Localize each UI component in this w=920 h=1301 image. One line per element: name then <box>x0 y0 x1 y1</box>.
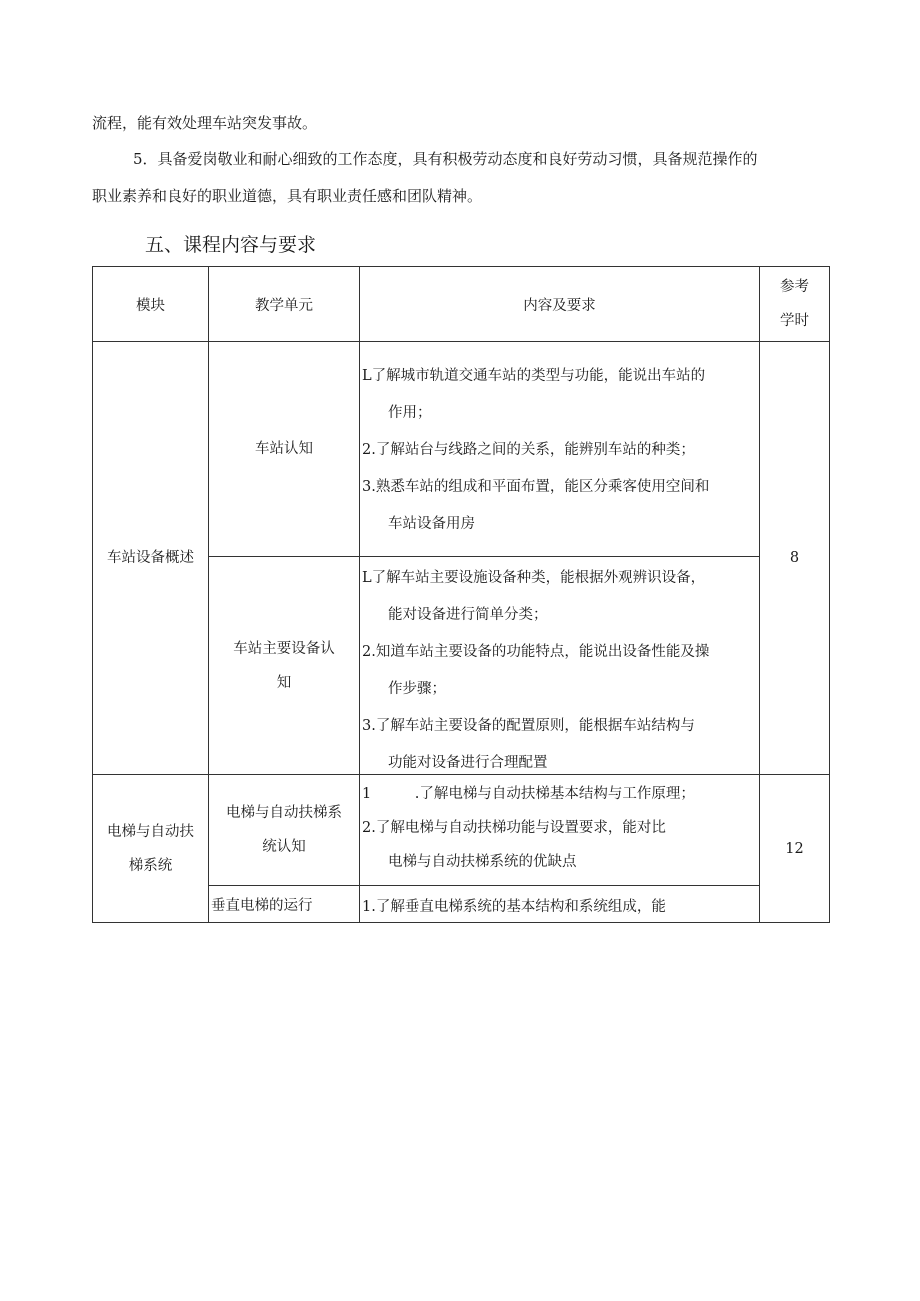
content-cell <box>360 775 760 886</box>
unit-line: 知 <box>276 674 292 691</box>
unit-cell <box>209 557 360 775</box>
paragraph-line-1: 流程，能有效处理车站突发事故。 <box>92 114 318 132</box>
content-cell: 1.了解垂直电梯系统的基本结构和系统组成，能 <box>360 886 760 923</box>
header-hours-line-2: 学时 <box>780 313 809 329</box>
content-line: 1 .了解电梯与自动扶梯基本结构与工作原理； <box>362 786 695 802</box>
unit-line: 电梯与自动扶梯系 <box>226 805 342 821</box>
unit-line: 统认知 <box>262 839 306 855</box>
module-line: 电梯与自动扶 <box>107 823 194 840</box>
content-cell <box>360 557 760 775</box>
content-line: L了解城市轨道交通车站的类型与功能，能说出车站的 <box>362 367 706 384</box>
header-hours <box>760 267 830 342</box>
table-header-row <box>93 267 830 342</box>
header-content: 内容及要求 <box>360 267 760 342</box>
content-line: 能对设备进行简单分类； <box>388 606 548 623</box>
hours-cell: 8 <box>760 342 830 775</box>
module-line: 梯系统 <box>128 857 173 874</box>
paragraph-line-3: 职业素养和良好的职业道德，具有职业责任感和团队精神。 <box>92 187 483 205</box>
content-line: 2.了解站台与线路之间的关系，能辨别车站的种类； <box>362 441 695 458</box>
module-cell <box>93 775 209 923</box>
table-row <box>93 775 830 886</box>
content-line: 功能对设备进行合理配置 <box>388 754 548 771</box>
unit-cell: 垂直电梯的运行 <box>209 886 360 923</box>
section-title: 五、课程内容与要求 <box>145 234 317 256</box>
content-line: 2.了解电梯与自动扶梯功能与设置要求，能对比 <box>362 820 666 836</box>
header-module: 模块 <box>93 267 209 342</box>
content-line: 电梯与自动扶梯系统的优缺点 <box>388 854 577 870</box>
content-line: 作步骤； <box>388 680 446 697</box>
unit-line: 车站主要设备认 <box>233 640 335 657</box>
unit-cell: 车站认知 <box>209 342 360 557</box>
header-unit: 教学单元 <box>209 267 360 342</box>
table-row <box>93 342 830 557</box>
paragraph-line-2: 5．具备爱岗敬业和耐心细致的工作态度，具有积极劳动态度和良好劳动习惯，具备规范操作的 <box>133 150 758 168</box>
course-content-table <box>92 266 830 923</box>
module-cell: 车站设备概述 <box>93 342 209 775</box>
content-cell <box>360 342 760 557</box>
content-line: 2.知道车站主要设备的功能特点，能说出设备性能及操 <box>362 643 710 660</box>
hours-cell: 12 <box>760 775 830 923</box>
content-line: 3.熟悉车站的组成和平面布置，能区分乘客使用空间和 <box>362 478 710 495</box>
content-line: L了解车站主要设施设备种类，能根据外观辨识设备， <box>362 569 706 586</box>
content-line: 3.了解车站主要设备的配置原则，能根据车站结构与 <box>362 717 695 734</box>
header-hours-line-1: 参考 <box>780 279 809 295</box>
content-line: 车站设备用房 <box>388 515 475 532</box>
unit-cell <box>209 775 360 886</box>
content-line: 作用； <box>388 404 432 421</box>
